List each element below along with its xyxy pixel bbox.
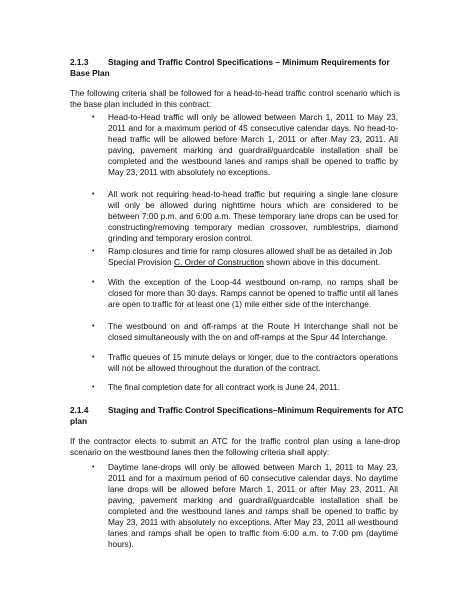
bullet-icon: • <box>92 191 95 198</box>
section-number: 2.1.4 <box>70 405 89 415</box>
list-item: All work not requiring head-to-head traffic but requiring a single lane closure will only be allowed during nighttime hours which are considered to be between 7:00 p.m. and 6:00 a.m. These temporary lane drops can be used for constructing/removing temporary median crossover, rumblestrips, diamond grinding and temporary erosion control. <box>108 189 398 243</box>
list-item: Daytime lane-drops will only be allowed between March 1, 2011 to May 23, 2011 and for a maximum period of 60 consecutive calendar days. No daytime lane drops will be allowed before March 1, 2011 or after May 23, 2011. All paving, pavement marking and guardrail/guardcable installation shall be completed and the westbound lanes and ramps shall be opened to traffic by May 23, 2011 with absolutely no exceptions. After May 23, 2011 all westbound lanes and ramps shall be open to traffic from 6:00 a.m. to 7:00 pm (daytime hours). <box>108 462 398 549</box>
bullet-icon: • <box>92 464 95 471</box>
section-heading-continued: plan <box>70 416 88 426</box>
list-item: Ramp closures and time for ramp closures allowed shall be as detailed in Job Special Provision C. Order of Construction shown above in this document. <box>108 246 393 267</box>
section-heading: Staging and Traffic Control Specifications–Minimum Requirements for ATC <box>108 405 404 415</box>
list-item: Head-to-Head traffic will only be allowed between March 1, 2011 to May 23, 2011 and for a maximum period of 45 consecutive calendar days. No head-to-head traffic will be allowed before March 1, 2011 or after May 23, 2011. All paving, pavement marking and guardrail/guardcable installation shall be completed and the westbound lanes and ramps shall be opened to traffic by May 23, 2011 with absolutely no exceptions. <box>108 112 398 177</box>
list-item: The westbound on and off-ramps at the Route H Interchange shall not be closed simultaneously with the on and off-ramps at the Spur 44 Interchange. <box>108 321 398 342</box>
list-item: Traffic queues of 15 minute delays or longer, due to the contractors operations will not be allowed throughout the duration of the contract. <box>108 352 398 373</box>
bullet-icon: • <box>92 248 95 255</box>
section-heading: Staging and Traffic Control Specifications – Minimum Requirements for <box>108 57 390 67</box>
bullet-icon: • <box>92 114 95 121</box>
bullet-icon: • <box>92 354 95 361</box>
bullet-icon: • <box>92 323 95 330</box>
bullet-icon: • <box>92 279 95 286</box>
section-intro: If the contractor elects to submit an ATC for the traffic control plan using a lane-drop scenario on the westbound lanes then the following criteria shall apply: <box>70 436 400 457</box>
list-item: The final completion date for all contract work is June 24, 2011. <box>108 382 340 392</box>
order-of-construction-link: C. Order of Construction <box>173 257 264 267</box>
list-item: With the exception of the Loop-44 westbound on-ramp, no ramps shall be closed for more than 30 days. Ramps cannot be opened to traffic until all lanes are open to traffic for at least one (1) mile either side of the interchange. <box>108 277 398 309</box>
bullet-icon: • <box>92 384 95 391</box>
section-intro: The following criteria shall be followed for a head-to-head traffic control scenario which is the base plan included in this contract: <box>70 88 400 109</box>
section-heading-continued: Base Plan <box>70 68 110 78</box>
section-number: 2.1.3 <box>70 57 89 67</box>
